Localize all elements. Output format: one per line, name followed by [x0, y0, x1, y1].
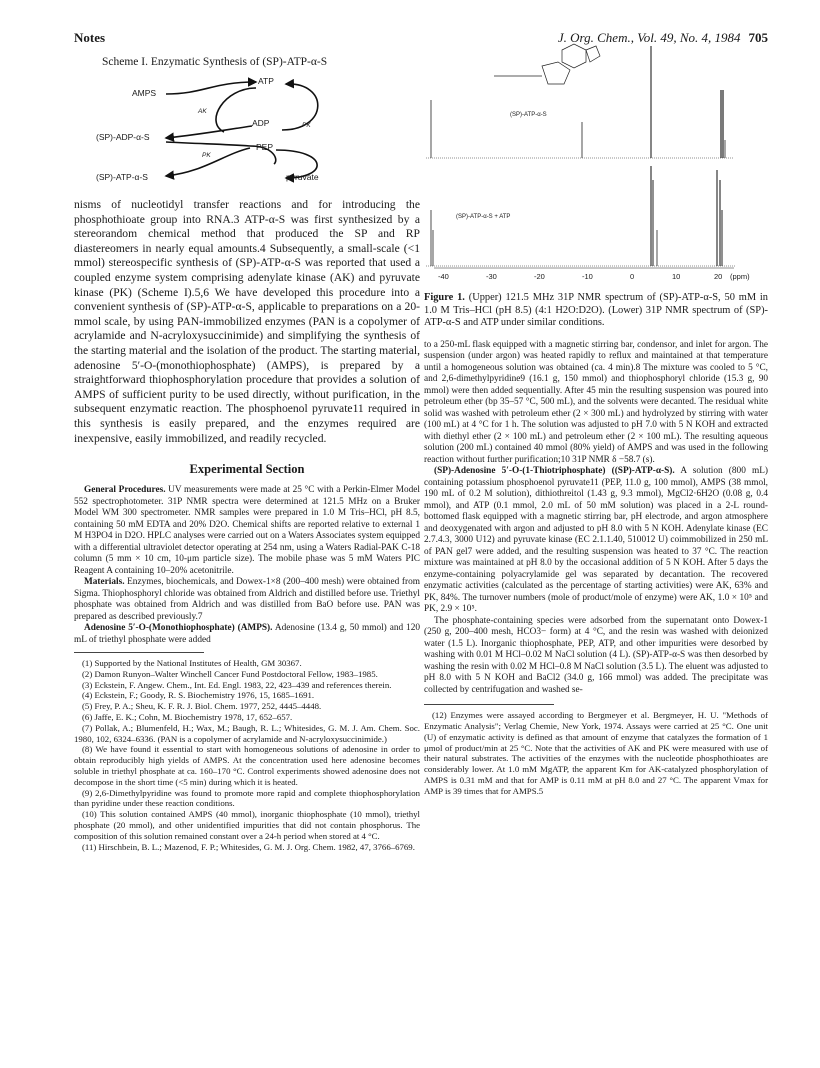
axis-tick: -20 — [534, 272, 545, 281]
intro-paragraph: nisms of nucleotidyl transfer reactions and for introducing the phosphothioate group into RNA.3 ATP-α-S was first synthesized by a stereorandom chemical method that produced the SP and RP diastereomers in nearly equal amounts.4 Subsequently, a small-scale (<1 mmol) stereospecific synthesis of (SP)-ATP-α-S was reported that used a coupled enzyme system comprising adenylate kinase (AK) and pyruvate kinase (PK) (Scheme I).5,6 We have developed this procedure into a convenient synthesis of (SP)-ATP-α-S, applicable to preparations on a 20-mmol scale, by using PAN-immobilized enzymes (PAN is a copolymer of acrylamide and N-acryloxysuccinimide) and simplifying the synthesis of the starting material and the isolation of the product. The starting material, adenosine 5′-O-(monothiophosphate) (AMPS), is prepared by a straightforward thiophosphorylation procedure that provides a solution of AMPS of sufficient purity to be used directly, without purification, in the subsequent enzymatic reaction. The phosphoenol pyruvate11 required in this synthesis is easily prepared, and the enzymes required are inexpensive, easily immobilized, and readily recycled. — [74, 198, 420, 445]
axis-tick: 20 — [714, 272, 723, 281]
axis-tick: 10 — [672, 272, 681, 281]
figure-caption — [424, 292, 768, 330]
footnote: (7) Pollak, A.; Blumenfeld, H.; Wax, M.; Baugh, R. L.; Whitesides, G. M. J. Am. Chem. Soc. 1980, 102, 6324–6336. (PAN is a copolymer of acrylamide and N-acryloxysuccinimide.) — [74, 722, 420, 744]
scheme-title: Scheme I. Enzymatic Synthesis of (SP)-ATP-α-S — [102, 56, 328, 68]
footnote: (5) Frey, P. A.; Sheu, K. F. R. J. Biol. Chem. 1977, 252, 4445–4448. — [82, 701, 322, 712]
scheme-amps: AMPS — [132, 88, 157, 98]
footnote: (9) 2,6-Dimethylpyridine was found to promote more rapid and complete thiophosphorylation than pyridine under these reaction conditions. — [74, 787, 420, 809]
scheme-sp-atp: (SP)-ATP-α-S — [96, 172, 148, 182]
scheme-diagram — [74, 72, 394, 194]
footnote: (11) Hirschbein, B. L.; Mazenod, F. P.; Whitesides, G. M. J. Org. Chem. 1982, 47, 3766–6769. — [82, 841, 415, 852]
footnote-rule — [424, 704, 554, 705]
journal-name: J. Org. Chem., Vol. 49, No. 4, 1984 — [557, 30, 741, 45]
axis-tick: -40 — [438, 272, 449, 281]
scheme-ak: AK — [198, 108, 207, 115]
atp-s-procedure — [424, 466, 768, 616]
upper-spectrum — [426, 46, 734, 158]
scheme-pk-2: PK — [202, 152, 211, 159]
amps-text: Adenosine (13.4 g, 50 mmol) and 120 mL of triethyl phosphate were added — [74, 623, 420, 645]
materials-heading: Materials. — [84, 577, 125, 588]
nmr-spectra — [424, 40, 768, 288]
figure-caption-text: (Upper) 121.5 MHz 31P NMR spectrum of (SP)-ATP-α-S, 50 mM in 1.0 M Tris–HCl (pH 8.5) (4:1 H2O:D2O). (Lower) 31P NMR spectrum of (SP)-ATP-α-S and ATP under similar conditions. — [424, 292, 768, 329]
upper-spectrum-label: (SP)-ATP-α-S — [510, 112, 547, 118]
amps-procedure-continued: to a 250-mL flask equipped with a magnetic stirring bar, condensor, and inlet for argon. The suspension (under argon) was heated rapidly to reflux and maintained at that temperature until a homogeneous solution was obtained (ca. 4 min).8 The mixture was cooled to 5 °C, and 2,6-dimethylpyridine9 (16.1 g, 150 mmol) and thiophosphoryl chloride (15.3 g, 90 mmol) were then added sequentially. After 45 min the resulting suspension was poured into petroleum ether (bp 35–57 °C, 500 mL), and the solvents were decanted. The residual white solid was washed with petroleum ether (2 × 300 mL) and hydrolyzed by stirring with water (100 mL) at 4 °C for 1 h. The solution was adjusted to pH 7.0 with 5 N KOH and extracted with diethyl ether (2 × 100 mL) and petroleum ether (2 × 100 mL). The resulting aqueous solution (200 mL) contained 40 mmol (80% yield) of AMPS and was used in the following reaction without further purification;10 31P NMR δ −58.7 (s). — [424, 339, 768, 465]
general-procedures — [74, 485, 420, 577]
section-label: Notes — [74, 30, 106, 45]
footnote: (10) This solution contained AMPS (40 mmol), inorganic thiophosphate (10 mmol), triethyl phosphate (20 mmol), and other unidentified impurities that did not contain phosphorus. The composition of this solution remained constant over a 24-h period when stored at 4 °C. — [74, 809, 420, 841]
general-procedures-text: UV measurements were made at 25 °C with a Perkin-Elmer Model 552 spectrophotometer. 31P NMR spectra were determined at 121.5 MHz on a Bruker Model WM 300 spectrometer. NMR samples were prepared in 1.0 M Tris–HCl, pH 8.5, containing 50 mM EDTA and 20% D2O. Chemical shifts are reported relative to external 1 M H3PO4 in D2O. HPLC analyses were carried out on a Waters Associates system equipped with a differential ultraviolet detector operating at 254 nm, using a Waters Radial-PAK C-18 column (5 mm × 10 cm, 10-μm particle size). The mobile phase was 5 mM Waters PIC Reagent A containing 10–20% acetonitrile. — [74, 485, 420, 576]
scheme-sp-adp: (SP)-ADP-α-S — [96, 132, 150, 142]
structure-sketch — [494, 44, 600, 84]
footnote: (6) Jaffe, E. K.; Cohn, M. Biochemistry 1978, 17, 652–657. — [82, 712, 293, 723]
materials — [74, 577, 420, 623]
footnote: (2) Damon Runyon–Walter Winchell Cancer Fund Postdoctoral Fellow, 1983–1985. — [82, 668, 378, 679]
general-procedures-heading: General Procedures. — [84, 485, 166, 496]
footnotes — [74, 658, 420, 852]
footnote: (4) Eckstein, F.; Goody, R. S. Biochemistry 1976, 15, 1685–1691. — [82, 690, 315, 701]
footnote-rule — [74, 652, 204, 653]
scheme-atp: ATP — [258, 76, 274, 86]
atp-s-text: A solution (800 mL) containing potassium phosphoenol pyruvate11 (PEP, 11.0 g, 100 mmol), AMPS (38 mmol, 190 mL of 0.2 M solution), dithiothreitol (1.43 g, 9.3 mmol), MgCl2·6H2O (0.08 g, 0.4 mmol), and ATP (0.1 mmol, 2.0 mL of 50 mM solution) was placed in a 2-L round-bottomed flask equipped with a magnetic stirring bar, pH electrode, and argon atmosphere and deoxygenated with argon and adjusted to pH 8.0 with 5 N KOH. Adenylate kinase (EC 2.7.4.3, 3000 U12) and pyruvate kinase (EC 2.1.1.40, 510012 U) coimmobilized in 250 mL of PAN gel7 were added, and the resulting suspension was heated to 37 °C. The reaction mixture was maintained at pH 8.0 by the occasional addition of 5 N KOH. After 5 days the enzyme-containing polyacrylamide gel was separated by decantation. The recovered enzymatic activities (calculated as the percentage of starting activities) were AK, 63% and PK, 84%. The turnover numbers (mole of product/mole of enzyme) were AK, 1.0 × 10⁵ and PK, 2.9 × 10⁵. — [424, 466, 769, 615]
axis-tick: 0 — [630, 272, 635, 281]
purification-paragraph: The phosphate-containing species were adsorbed from the supernatant onto Dowex-1 (250 g, 200–400 mesh, HCO3− form) at 4 °C, and the resin was washed with deionized water (1.5 L). Inorganic thiophosphate, PEP, ATP, and other impurities were desorbed by washing with 0.01 M HCl–0.02 M NaCl solution (4 L). (SP)-ATP-α-S was then desorbed by washing the resin with 0.02 M HCl–0.8 M NaCl solution (3.5 L). The eluent was adjusted to pH 8.0 with 5 N KOH and BaCl2 (34.0 g, 166 mmol) was added. The precipitate was collected by centrifugation and washed se- — [424, 615, 768, 695]
amps-heading: Adenosine 5′-O-(Monothiophosphate) (AMPS). — [84, 623, 273, 634]
footnote: (3) Eckstein, F. Angew. Chem., Int. Ed. Engl. 1983, 22, 423–439 and references therein. — [82, 679, 392, 690]
scheme-pyruvate: pyruvate — [286, 172, 319, 182]
footnote: (8) We have found it essential to start with homogeneous solutions of adenosine in order to obtain reproducibly high yields of AMPS. At the concentration used here adenosine becomes soluble in triethyl phosphate at ca. 160–170 °C. Control experiments showed adenosine does not decompose in the short time (<5 min) during which it is heated. — [74, 744, 420, 787]
axis-tick: -10 — [582, 272, 593, 281]
footnote: (12) Enzymes were assayed according to Bergmeyer et al. Bergmeyer, H. U. "Methods of Enzymatic Analysis"; Verlag Chemie, New York, 1974. Assays were carried at 25 °C. One unit (U) of enzymatic activity is defined as that amount of enzyme that catalyzes the formation of 1 μmol of product/min at 25 °C. Note that the activities of AK and PK were measured with use of their natural substrates. The activities of the enzymes with the nucleotide phosphothioates are considerably lower. At 1.0 mM MgATP, the apparent Km for AK-catalyzed phosphorylation of AMPS is 0.31 mM and that for AMP is 0.11 mM at pH 8.0 and 27 °C. The apparent Vmax for AMP is 39 times that for AMPS.5 — [424, 710, 768, 796]
footnote: (1) Supported by the National Institutes of Health, GM 30367. — [82, 658, 302, 669]
materials-text: Enzymes, biochemicals, and Dowex-1×8 (200–400 mesh) were obtained from Sigma. Thiophosphoryl chloride was obtained from Aldrich and distilled before use. Triethyl phosphate was obtained from Aldrich and was distilled from BaO before use. PAN was prepared as described previously.7 — [74, 577, 420, 622]
left-column — [74, 56, 420, 852]
axis-tick: -30 — [486, 272, 497, 281]
axis-unit: (ppm) — [730, 272, 750, 281]
scheme-pep: PEP — [256, 142, 274, 152]
right-column — [424, 40, 768, 797]
atp-s-heading: (SP)-Adenosine 5′-O-(1-Thiotriphosphate) ((SP)-ATP-α-S). — [434, 466, 675, 477]
lower-spectrum-label: (SP)-ATP-α-S + ATP — [456, 214, 511, 220]
scheme-pk-1: PK — [302, 122, 311, 129]
section-heading: Experimental Section — [189, 462, 305, 477]
nmr-figure — [424, 40, 768, 288]
figure-caption-label: Figure 1. — [424, 292, 465, 303]
scheme-adp: ADP — [252, 118, 270, 128]
amps-procedure — [74, 623, 420, 646]
page-number: 705 — [748, 30, 768, 45]
